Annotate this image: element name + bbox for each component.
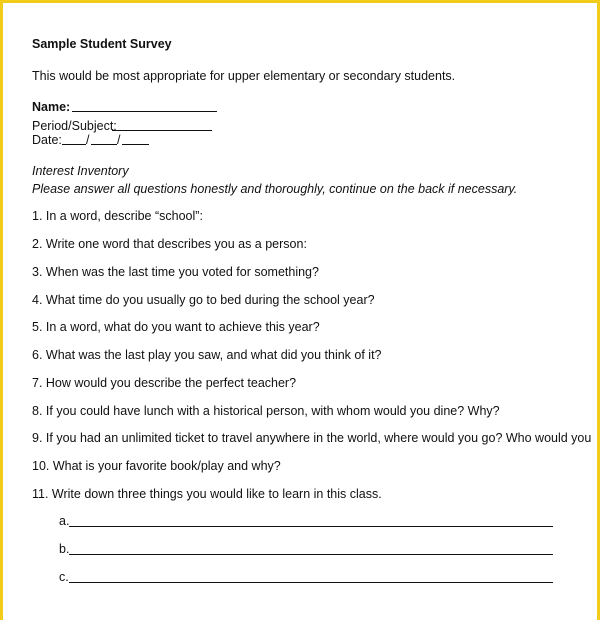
question-1: 1. In a word, describe “school”: bbox=[32, 209, 203, 223]
date-separator-1: / bbox=[86, 133, 90, 147]
question-3: 3. When was the last time you voted for something? bbox=[32, 265, 319, 279]
question-7: 7. How would you describe the perfect teacher? bbox=[32, 376, 297, 390]
instructions-text: Please answer all questions honestly and thoroughly, continue on the back if necessary. bbox=[32, 182, 518, 196]
answer-item-b-label: b. bbox=[59, 542, 70, 556]
date-year-blank-line[interactable] bbox=[122, 144, 149, 145]
question-4: 4. What time do you usually go to bed during the school year? bbox=[32, 293, 375, 307]
question-11: 11. Write down three things you would like to learn in this class. bbox=[32, 487, 382, 501]
question-5: 5. In a word, what do you want to achieve this year? bbox=[32, 320, 320, 334]
answer-line-c[interactable] bbox=[69, 582, 553, 583]
period-subject-label: Period/Subject: bbox=[32, 119, 117, 133]
period-subject-blank-line[interactable] bbox=[112, 130, 212, 131]
date-separator-2: / bbox=[117, 133, 121, 147]
question-9: 9. If you had an unlimited ticket to travel anywhere in the world, where would you go? Who would you bbox=[32, 431, 592, 445]
answer-item-a-label: a. bbox=[59, 514, 70, 528]
name-blank-line[interactable] bbox=[72, 111, 217, 112]
section-title: Interest Inventory bbox=[32, 164, 129, 178]
document-title: Sample Student Survey bbox=[32, 37, 172, 51]
date-label: Date: bbox=[32, 133, 62, 147]
question-6: 6. What was the last play you saw, and what did you think of it? bbox=[32, 348, 382, 362]
document-page bbox=[3, 3, 597, 620]
date-day-blank-line[interactable] bbox=[91, 144, 117, 145]
question-10: 10. What is your favorite book/play and why? bbox=[32, 459, 281, 473]
question-2: 2. Write one word that describes you as a person: bbox=[32, 237, 307, 251]
answer-line-b[interactable] bbox=[69, 554, 553, 555]
name-label: Name: bbox=[32, 100, 71, 114]
answer-item-c-label: c. bbox=[59, 570, 69, 584]
question-8: 8. If you could have lunch with a historical person, with whom would you dine? Why? bbox=[32, 404, 500, 418]
answer-line-a[interactable] bbox=[69, 526, 553, 527]
date-month-blank-line[interactable] bbox=[62, 144, 86, 145]
intro-text: This would be most appropriate for upper elementary or secondary students. bbox=[32, 69, 456, 83]
